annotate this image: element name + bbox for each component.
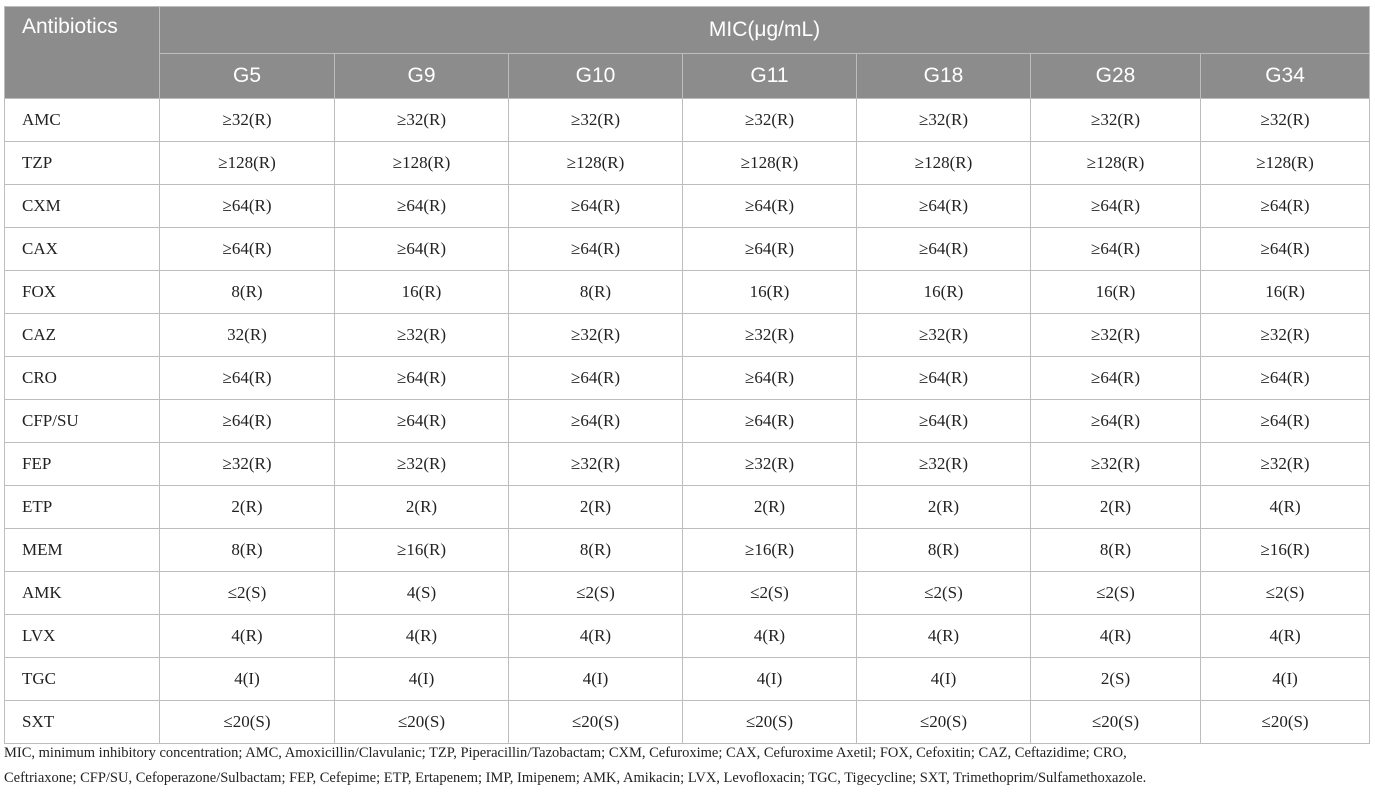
table-header: [5, 7, 1370, 99]
mic-value-cell: ≤20(S): [683, 701, 857, 744]
mic-value-cell: ≥128(R): [1201, 142, 1370, 185]
column-header: G34: [1201, 54, 1370, 99]
mic-value-cell: 32(R): [160, 314, 335, 357]
mic-value-cell: ≥32(R): [1201, 99, 1370, 142]
footnote-line-1: MIC, minimum inhibitory concentration; AMC, Amoxicillin/Clavulanic; TZP, Piperacillin/Tazobactam; CXM, Cefuroxime; CAX, Cefuroxime Axetil; FOX, Cefoxitin; CAZ, Ceftazidime; CRO,: [4, 745, 1127, 761]
mic-value-cell: ≥32(R): [160, 443, 335, 486]
mic-value-cell: ≤20(S): [1031, 701, 1201, 744]
mic-value-cell: ≥64(R): [1031, 228, 1201, 271]
mic-value-cell: ≥128(R): [335, 142, 509, 185]
table-row: [5, 142, 1370, 185]
mic-value-cell: ≥64(R): [160, 228, 335, 271]
mic-value-cell: ≤2(S): [509, 572, 683, 615]
mic-value-cell: ≥64(R): [509, 400, 683, 443]
mic-value-cell: ≥32(R): [335, 443, 509, 486]
mic-value-cell: 4(R): [509, 615, 683, 658]
table-row: [5, 314, 1370, 357]
mic-value-cell: ≥32(R): [857, 443, 1031, 486]
table-row: [5, 99, 1370, 142]
mic-value-cell: ≤2(S): [1031, 572, 1201, 615]
mic-value-cell: 4(R): [1201, 615, 1370, 658]
mic-value-cell: ≥32(R): [1031, 443, 1201, 486]
table-row: [5, 701, 1370, 744]
mic-value-cell: ≤20(S): [509, 701, 683, 744]
column-header: G5: [160, 54, 335, 99]
footnote-line-2: Ceftriaxone; CFP/SU, Cefoperazone/Sulbactam; FEP, Cefepime; ETP, Ertapenem; IMP, Imipenem; AMK, Amikacin; LVX, Levofloxacin; TGC, Tigecycline; SXT, Trimethoprim/Sulfamethoxazole.: [4, 770, 1147, 786]
mic-value-cell: 8(R): [509, 529, 683, 572]
antibiotic-name: CAZ: [5, 314, 160, 357]
mic-value-cell: 4(I): [683, 658, 857, 701]
table-row: [5, 658, 1370, 701]
mic-value-cell: 2(S): [1031, 658, 1201, 701]
mic-value-cell: ≥64(R): [335, 185, 509, 228]
mic-value-cell: 8(R): [1031, 529, 1201, 572]
mic-value-cell: ≥64(R): [683, 400, 857, 443]
mic-value-cell: ≥64(R): [335, 357, 509, 400]
mic-value-cell: ≥32(R): [857, 99, 1031, 142]
column-header: G28: [1031, 54, 1201, 99]
mic-value-cell: 2(R): [683, 486, 857, 529]
mic-value-cell: ≥64(R): [160, 185, 335, 228]
mic-value-cell: 2(R): [857, 486, 1031, 529]
mic-value-cell: ≥64(R): [509, 228, 683, 271]
header-antibiotics: Antibiotics: [5, 7, 160, 99]
mic-value-cell: ≥64(R): [857, 228, 1031, 271]
mic-value-cell: ≥64(R): [509, 185, 683, 228]
antibiotic-name: CAX: [5, 228, 160, 271]
antibiotic-name: AMK: [5, 572, 160, 615]
table-body: [5, 99, 1370, 744]
antibiotic-name: LVX: [5, 615, 160, 658]
header-mic-group: MIC(μg/mL): [160, 7, 1370, 54]
mic-value-cell: ≥64(R): [335, 400, 509, 443]
mic-value-cell: 8(R): [160, 271, 335, 314]
mic-value-cell: ≤2(S): [857, 572, 1031, 615]
mic-value-cell: ≥32(R): [683, 443, 857, 486]
mic-value-cell: 4(I): [857, 658, 1031, 701]
mic-value-cell: ≤2(S): [160, 572, 335, 615]
antibiotic-name: FOX: [5, 271, 160, 314]
mic-value-cell: 16(R): [1201, 271, 1370, 314]
mic-value-cell: 4(R): [857, 615, 1031, 658]
mic-value-cell: ≥32(R): [683, 99, 857, 142]
mic-value-cell: 16(R): [335, 271, 509, 314]
mic-value-cell: 4(I): [509, 658, 683, 701]
mic-value-cell: 8(R): [857, 529, 1031, 572]
mic-value-cell: ≥64(R): [857, 357, 1031, 400]
mic-value-cell: ≥64(R): [683, 228, 857, 271]
table-row: [5, 185, 1370, 228]
mic-value-cell: ≥64(R): [1031, 185, 1201, 228]
mic-value-cell: ≥32(R): [1201, 443, 1370, 486]
column-header: G10: [509, 54, 683, 99]
antibiotic-name: TZP: [5, 142, 160, 185]
antibiotic-name: CRO: [5, 357, 160, 400]
mic-value-cell: ≤20(S): [857, 701, 1031, 744]
mic-value-cell: ≥16(R): [683, 529, 857, 572]
mic-value-cell: 4(S): [335, 572, 509, 615]
table-row: [5, 572, 1370, 615]
mic-value-cell: ≤20(S): [335, 701, 509, 744]
column-header: G11: [683, 54, 857, 99]
mic-value-cell: 2(R): [160, 486, 335, 529]
column-header: G18: [857, 54, 1031, 99]
antibiotic-name: TGC: [5, 658, 160, 701]
mic-value-cell: ≥128(R): [857, 142, 1031, 185]
mic-value-cell: ≥64(R): [1201, 400, 1370, 443]
mic-value-cell: ≥64(R): [1201, 185, 1370, 228]
mic-value-cell: 16(R): [1031, 271, 1201, 314]
mic-value-cell: 16(R): [683, 271, 857, 314]
antibiotic-name: ETP: [5, 486, 160, 529]
mic-value-cell: ≥32(R): [335, 314, 509, 357]
table-footnote: [4, 741, 1374, 791]
table-row: [5, 228, 1370, 271]
mic-value-cell: ≥128(R): [1031, 142, 1201, 185]
mic-value-cell: 8(R): [160, 529, 335, 572]
antibiotic-name: SXT: [5, 701, 160, 744]
mic-value-cell: 4(I): [1201, 658, 1370, 701]
antibiotic-name: AMC: [5, 99, 160, 142]
mic-value-cell: ≥64(R): [1201, 228, 1370, 271]
mic-value-cell: 4(I): [160, 658, 335, 701]
mic-value-cell: 4(R): [1031, 615, 1201, 658]
mic-value-cell: ≥32(R): [160, 99, 335, 142]
table-row: [5, 400, 1370, 443]
column-header: G9: [335, 54, 509, 99]
antibiotic-name: CXM: [5, 185, 160, 228]
table-row: [5, 271, 1370, 314]
mic-value-cell: ≤20(S): [1201, 701, 1370, 744]
mic-value-cell: ≥32(R): [1031, 99, 1201, 142]
mic-value-cell: ≥32(R): [509, 443, 683, 486]
mic-value-cell: ≥64(R): [683, 357, 857, 400]
mic-value-cell: ≥16(R): [1201, 529, 1370, 572]
mic-value-cell: ≥64(R): [1031, 357, 1201, 400]
mic-value-cell: ≥32(R): [1201, 314, 1370, 357]
antibiotic-name: MEM: [5, 529, 160, 572]
mic-value-cell: ≤20(S): [160, 701, 335, 744]
mic-value-cell: ≥64(R): [857, 400, 1031, 443]
mic-table-container: [4, 6, 1369, 744]
mic-value-cell: 16(R): [857, 271, 1031, 314]
table-row: [5, 615, 1370, 658]
antibiotic-name: CFP/SU: [5, 400, 160, 443]
mic-value-cell: ≤2(S): [1201, 572, 1370, 615]
mic-value-cell: ≥128(R): [683, 142, 857, 185]
mic-value-cell: ≥32(R): [1031, 314, 1201, 357]
mic-value-cell: ≥64(R): [857, 185, 1031, 228]
mic-value-cell: ≥32(R): [509, 99, 683, 142]
mic-value-cell: ≥64(R): [335, 228, 509, 271]
mic-value-cell: 4(R): [160, 615, 335, 658]
mic-value-cell: ≥64(R): [160, 400, 335, 443]
mic-value-cell: ≤2(S): [683, 572, 857, 615]
antibiotic-name: FEP: [5, 443, 160, 486]
mic-value-cell: ≥64(R): [1031, 400, 1201, 443]
mic-value-cell: 4(I): [335, 658, 509, 701]
mic-value-cell: ≥32(R): [683, 314, 857, 357]
mic-value-cell: ≥16(R): [335, 529, 509, 572]
mic-value-cell: 4(R): [683, 615, 857, 658]
mic-value-cell: ≥32(R): [509, 314, 683, 357]
mic-value-cell: ≥128(R): [160, 142, 335, 185]
mic-value-cell: 8(R): [509, 271, 683, 314]
mic-value-cell: 2(R): [509, 486, 683, 529]
mic-value-cell: 2(R): [1031, 486, 1201, 529]
table-row: [5, 443, 1370, 486]
mic-value-cell: ≥128(R): [509, 142, 683, 185]
mic-value-cell: ≥64(R): [1201, 357, 1370, 400]
table-row: [5, 529, 1370, 572]
table-row: [5, 486, 1370, 529]
mic-value-cell: ≥32(R): [335, 99, 509, 142]
mic-value-cell: 4(R): [1201, 486, 1370, 529]
table-row: [5, 357, 1370, 400]
mic-value-cell: ≥64(R): [509, 357, 683, 400]
mic-value-cell: 2(R): [335, 486, 509, 529]
mic-value-cell: ≥64(R): [160, 357, 335, 400]
mic-value-cell: ≥64(R): [683, 185, 857, 228]
mic-value-cell: ≥32(R): [857, 314, 1031, 357]
mic-value-cell: 4(R): [335, 615, 509, 658]
mic-table: [4, 6, 1370, 744]
